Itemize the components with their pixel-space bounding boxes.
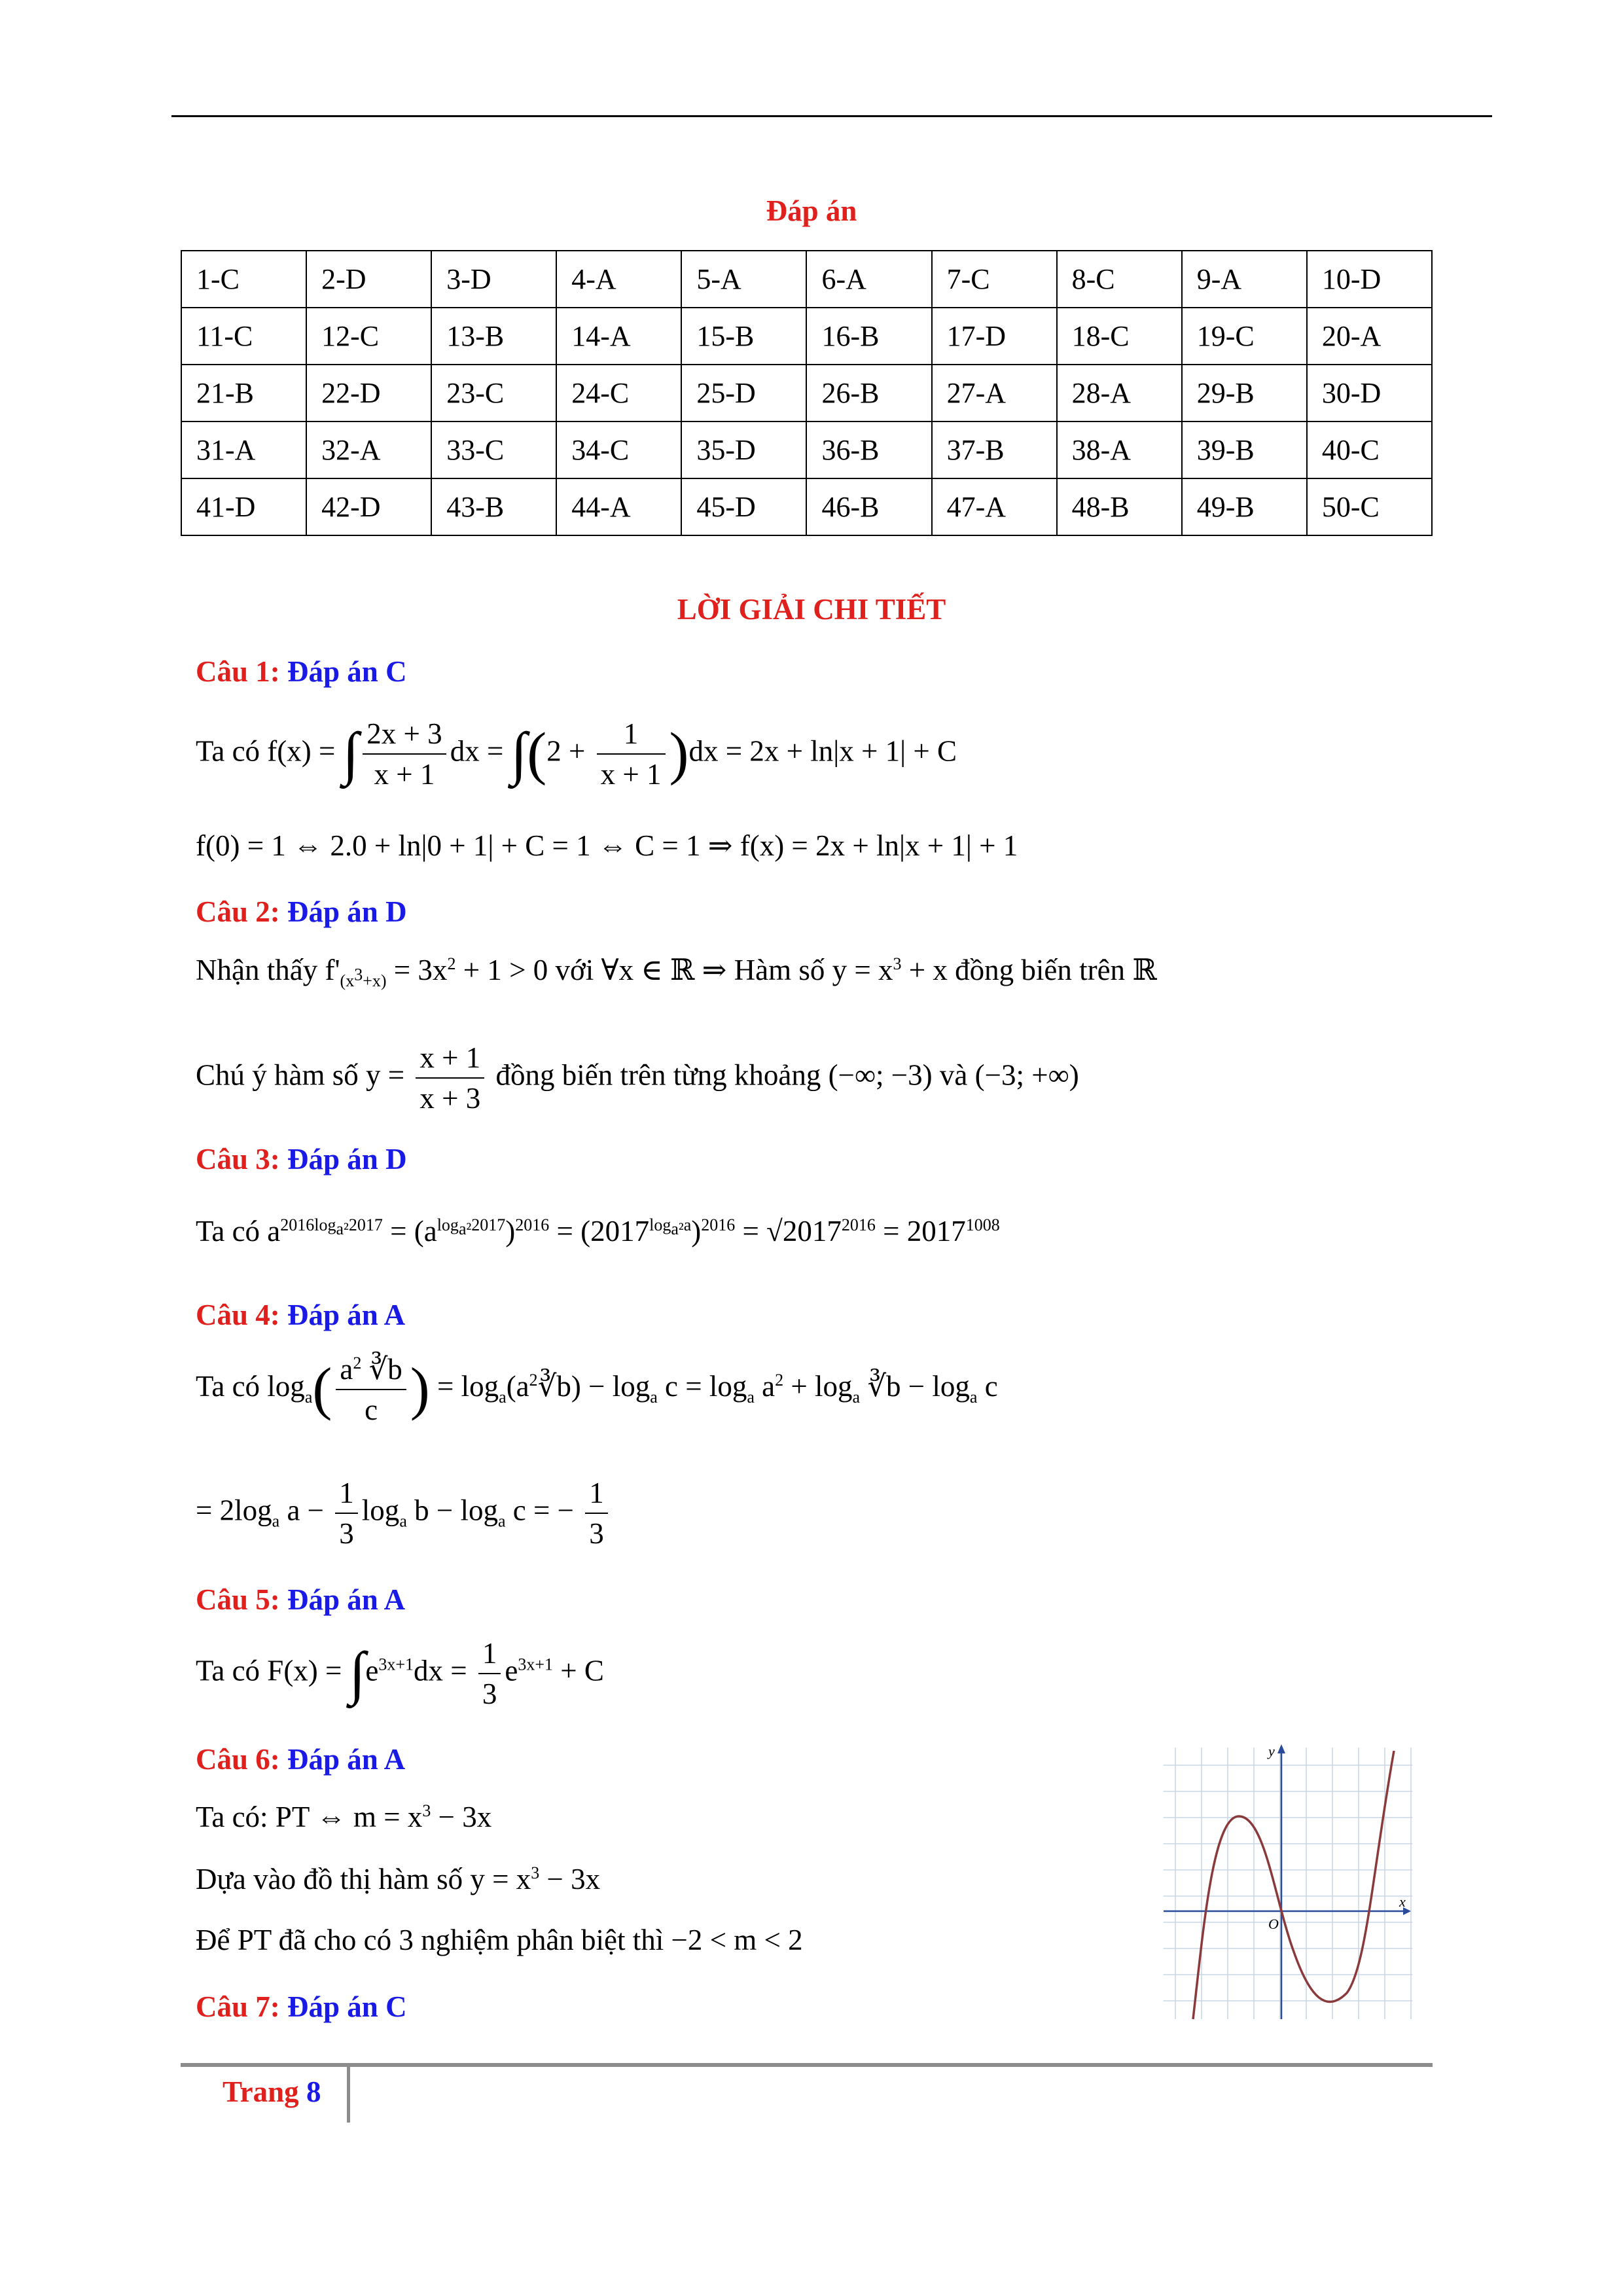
answer-cell: 30-D <box>1307 365 1432 422</box>
answer-cell: 47-A <box>932 478 1057 535</box>
y-axis-label: y <box>1268 1743 1275 1759</box>
answer-cell: 37-B <box>932 422 1057 478</box>
q6-line-3: Để PT đã cho có 3 nghiệm phân biệt thì −2 < m < 2 <box>196 1924 803 1956</box>
answer-row <box>181 365 1432 422</box>
answer-cell: 45-D <box>681 478 806 535</box>
question-3-heading: Câu 3: Đáp án D <box>196 1143 407 1175</box>
answer-cell: 17-D <box>932 308 1057 365</box>
answer-cell: 12-C <box>306 308 431 365</box>
answer-cell: 21-B <box>181 365 306 422</box>
origin-label: O <box>1268 1916 1279 1932</box>
answer-cell: 46-B <box>806 478 931 535</box>
answer-cell: 31-A <box>181 422 306 478</box>
answer-cell: 35-D <box>681 422 806 478</box>
answer-cell: 24-C <box>556 365 681 422</box>
answer-cell: 5-A <box>681 251 806 308</box>
page-number: 8 <box>306 2075 321 2108</box>
answer-cell: 6-A <box>806 251 931 308</box>
answer-cell: 28-A <box>1057 365 1182 422</box>
answer-cell: 32-A <box>306 422 431 478</box>
footer-divider <box>347 2067 350 2123</box>
answer-cell: 33-C <box>431 422 556 478</box>
answer-cell: 23-C <box>431 365 556 422</box>
answer-cell: 44-A <box>556 478 681 535</box>
header-rule <box>171 115 1492 117</box>
answer-cell: 34-C <box>556 422 681 478</box>
solutions-title: LỜI GIẢI CHI TIẾT <box>677 593 946 626</box>
answer-cell: 39-B <box>1182 422 1307 478</box>
x-axis-label: x <box>1399 1893 1406 1910</box>
answer-row <box>181 422 1432 478</box>
answer-cell: 16-B <box>806 308 931 365</box>
answer-cell: 27-A <box>932 365 1057 422</box>
answer-cell: 3-D <box>431 251 556 308</box>
answer-cell: 26-B <box>806 365 931 422</box>
answer-row <box>181 251 1432 308</box>
answer-cell: 18-C <box>1057 308 1182 365</box>
answer-cell: 13-B <box>431 308 556 365</box>
page-footer: Trang 8 <box>223 2075 321 2108</box>
answer-cell: 2-D <box>306 251 431 308</box>
q4-formula-1: Ta có $\log_a$( $\frac{a^2 ∛b}{c}$ ) = $\log_a(a^2∛b) - \log_a c = \log_a a^2 + \log_a$ ∛b − $\log_a c$ <box>196 1353 998 1426</box>
answer-cell: 22-D <box>306 365 431 422</box>
q1-formula-2: f(0) = 1 ⇔ 2.0 + ln|0 + 1| + C = 1 ⇔ C = 1 ⇒ f(x) = 2x + ln|x + 1| + 1 <box>196 829 1018 862</box>
answers-title: Đáp án <box>766 194 857 227</box>
answer-cell: 40-C <box>1307 422 1432 478</box>
q4-formula-2: = $2\log_a$ a − $\frac{1}{3}$ $\log_a b - \log_a c$ = − $\frac{1}{3}$ <box>196 1476 612 1551</box>
q1-formula-1: Ta có f(x) = ∫ $\frac{2x + 3}{x + 1}$ dx = ∫(2 + $\frac{1}{x + 1}$ )dx = 2x + ln|x + 1| + C <box>196 717 957 791</box>
answer-cell: 50-C <box>1307 478 1432 535</box>
answer-row <box>181 308 1432 365</box>
answer-cell: 14-A <box>556 308 681 365</box>
q2-formula-1: Nhận thấy $f'_{(x^3+x)} = 3x^2 + 1 > 0$ với ∀x ∈ ℝ ⇒ Hàm số $y = x^3 + x$ đồng biến trên ℝ <box>196 954 1157 990</box>
answer-cell: 7-C <box>932 251 1057 308</box>
answer-cell: 29-B <box>1182 365 1307 422</box>
answer-cell: 41-D <box>181 478 306 535</box>
answer-cell: 36-B <box>806 422 931 478</box>
answer-cell: 20-A <box>1307 308 1432 365</box>
answer-cell: 4-A <box>556 251 681 308</box>
answer-cell: 48-B <box>1057 478 1182 535</box>
cubic-graph <box>1157 1738 1414 2026</box>
footer-rule <box>181 2063 1433 2067</box>
answer-cell: 1-C <box>181 251 306 308</box>
answer-cell: 9-A <box>1182 251 1307 308</box>
answer-cell: 38-A <box>1057 422 1182 478</box>
q6-line-2: Dựa vào đồ thị hàm số $y = x^3 - 3x$ <box>196 1863 601 1895</box>
answer-cell: 25-D <box>681 365 806 422</box>
answer-cell: 11-C <box>181 308 306 365</box>
answer-row <box>181 478 1432 535</box>
answer-cell: 10-D <box>1307 251 1432 308</box>
question-1-heading: Câu 1: Đáp án C <box>196 655 407 688</box>
q5-formula: Ta có $F(x) = \int e^{3x+1}dx$ = $\frac{1}{3}$ $e^{3x+1} + C$ <box>196 1637 604 1710</box>
answer-cell: 43-B <box>431 478 556 535</box>
q6-line-1: Ta có: PT ⇔ $m = x^3 - 3x$ <box>196 1801 492 1833</box>
question-4-heading: Câu 4: Đáp án A <box>196 1299 406 1331</box>
answer-table <box>181 250 1433 536</box>
answer-cell: 8-C <box>1057 251 1182 308</box>
question-6-heading: Câu 6: Đáp án A <box>196 1743 406 1776</box>
answer-cell: 42-D <box>306 478 431 535</box>
q3-formula: Ta có $a^{2016log_{a^2}2017} = (a^{log_{a^2}2017})^{2016} = (2017^{log_{a^2}a})^{2016} = √2017^{2016} = 2017^{1008}$ <box>196 1215 1000 1247</box>
answer-cell: 49-B <box>1182 478 1307 535</box>
question-5-heading: Câu 5: Đáp án A <box>196 1583 406 1616</box>
question-7-heading: Câu 7: Đáp án C <box>196 1990 407 2023</box>
question-2-heading: Câu 2: Đáp án D <box>196 895 407 928</box>
answer-cell: 19-C <box>1182 308 1307 365</box>
answer-cell: 15-B <box>681 308 806 365</box>
q2-formula-2: Chú ý hàm số y = $\frac{x + 1}{x + 3}$ đồng biến trên từng khoảng (−∞; −3) và (−3; +∞) <box>196 1041 1079 1115</box>
